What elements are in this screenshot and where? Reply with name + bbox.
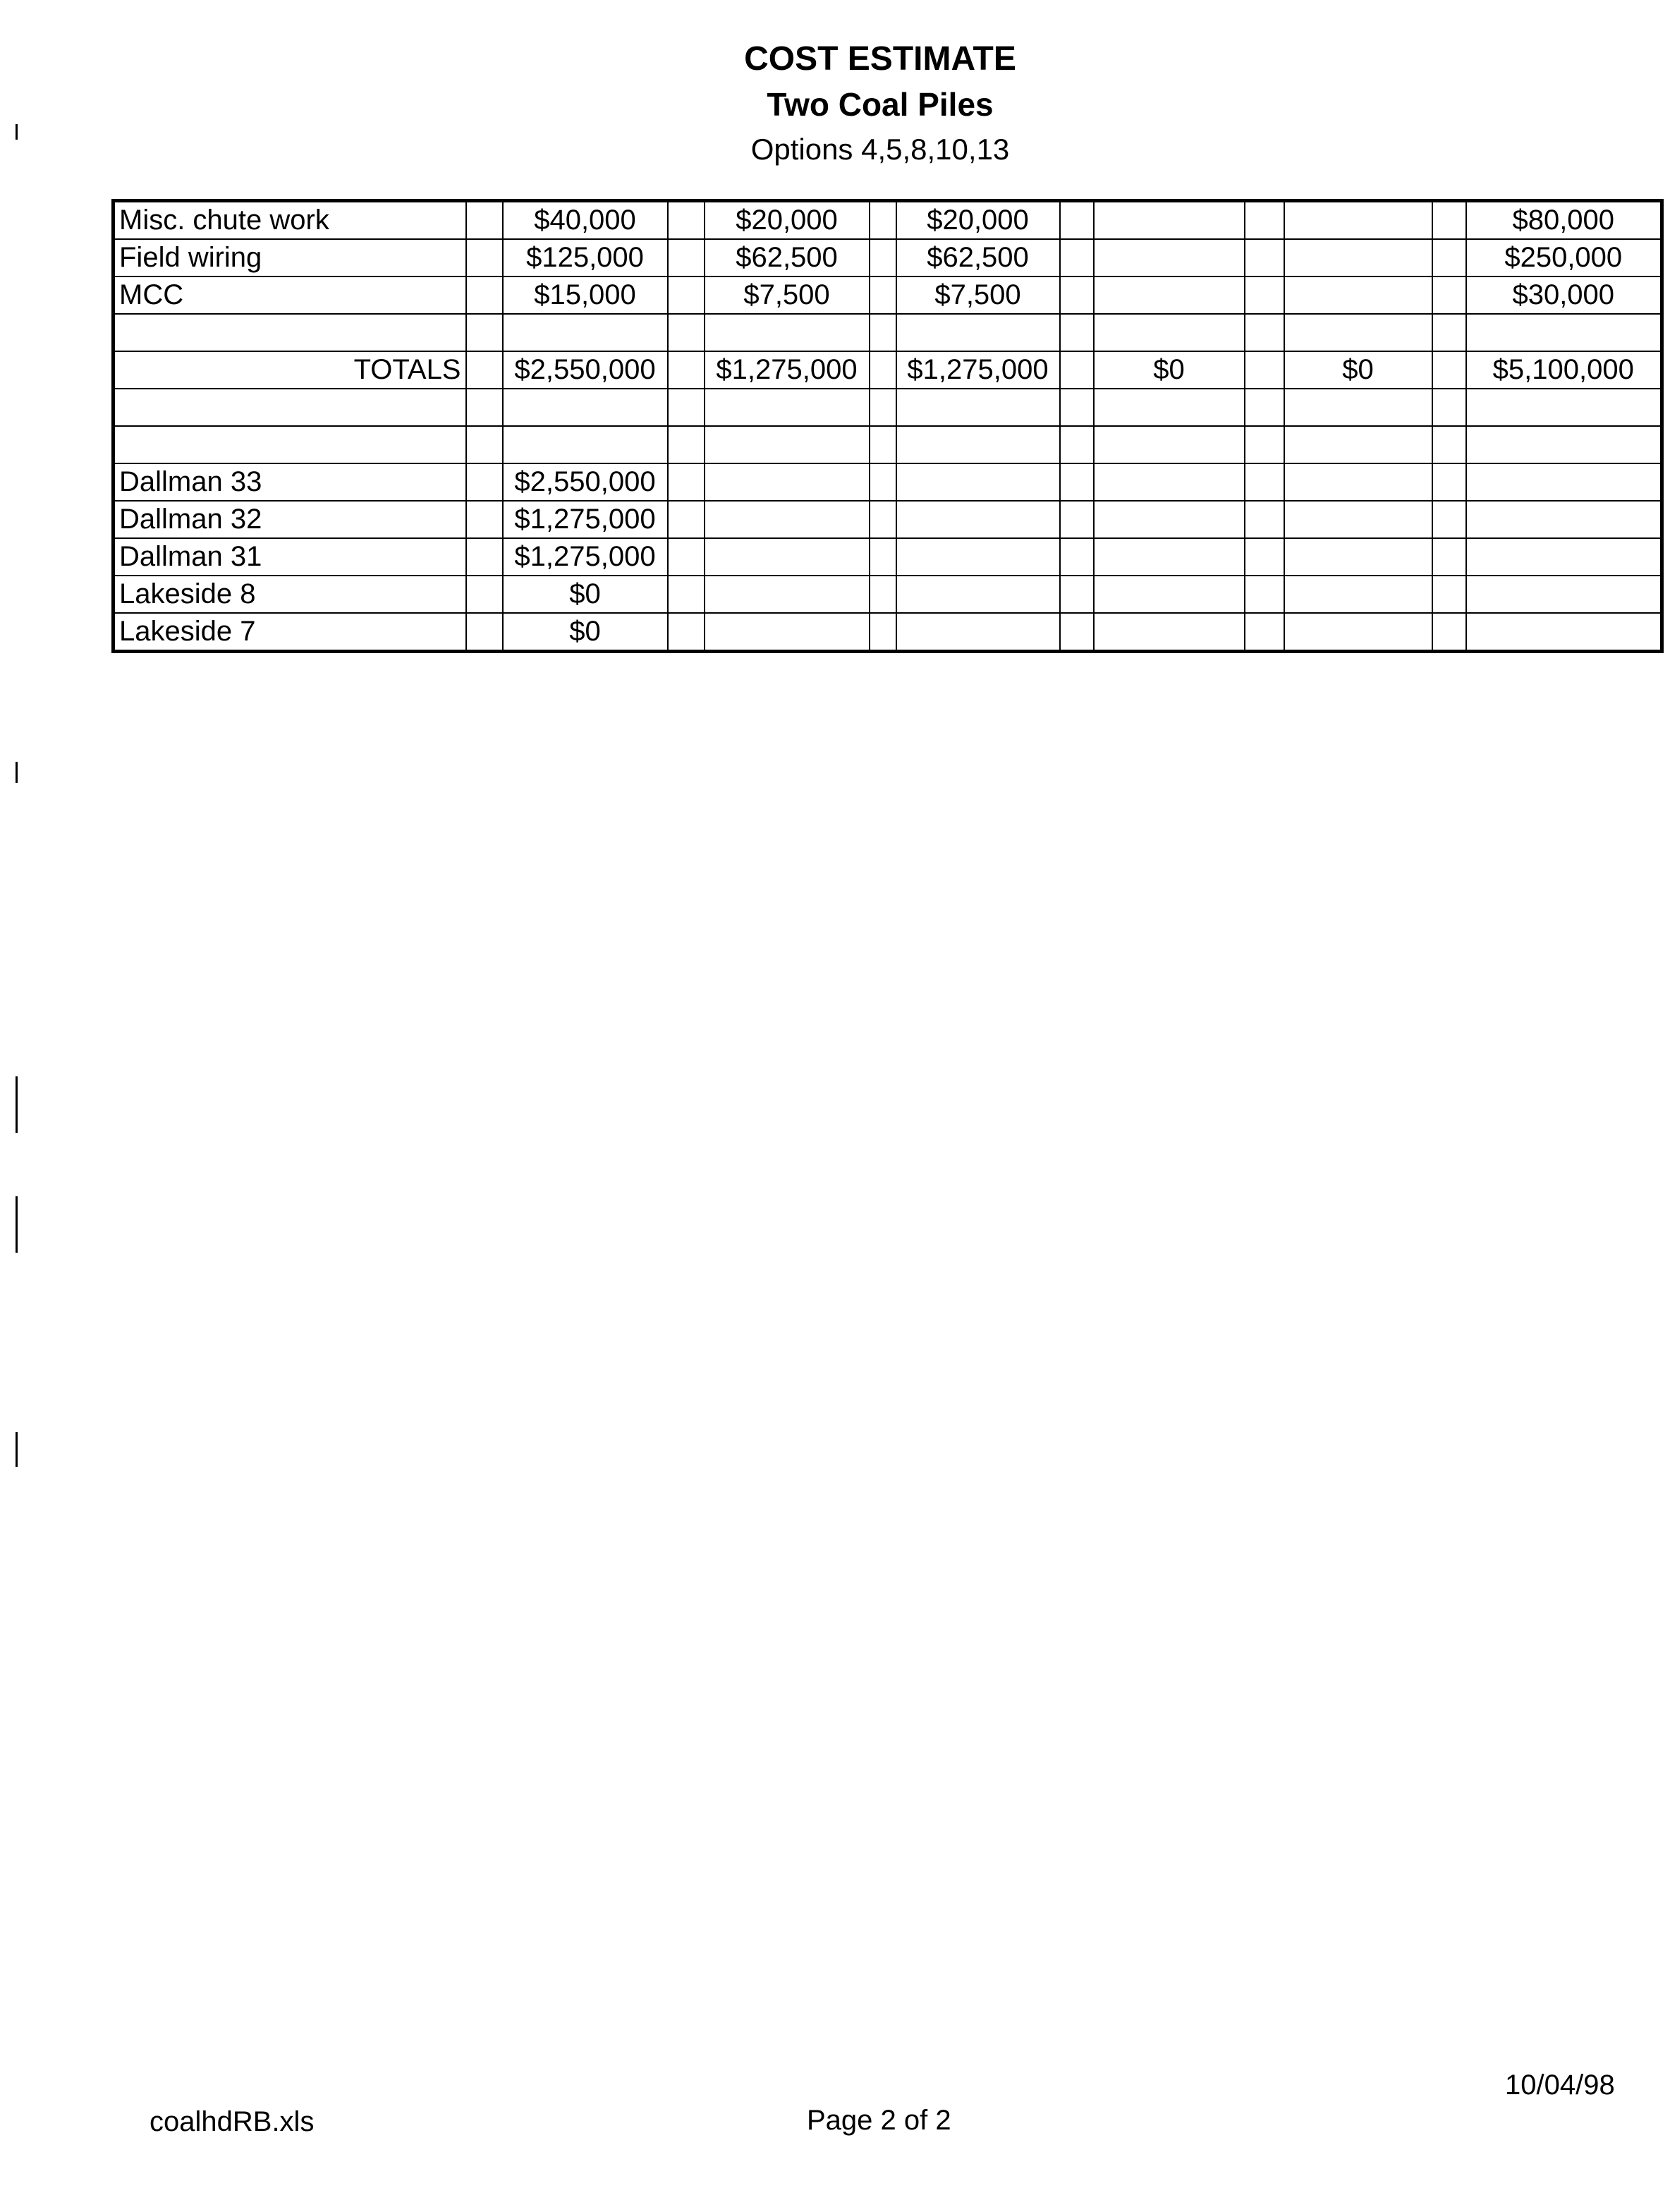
scan-mark bbox=[16, 762, 18, 783]
totals-label: TOTALS bbox=[114, 351, 466, 389]
cell-value bbox=[1284, 276, 1432, 314]
document-title: COST ESTIMATE bbox=[744, 40, 1016, 78]
cell-value bbox=[1094, 201, 1245, 240]
options-line: Options 4,5,8,10,13 bbox=[750, 133, 1010, 166]
cell-value: $15,000 bbox=[503, 276, 668, 314]
cost-table bbox=[111, 199, 1664, 653]
unit-value: $0 bbox=[503, 576, 668, 613]
totals-value: $0 bbox=[1284, 351, 1432, 389]
unit-label: Dallman 33 bbox=[114, 463, 466, 501]
footer-date: 10/04/98 bbox=[1505, 2070, 1615, 2101]
unit-label: Lakeside 8 bbox=[114, 576, 466, 613]
totals-value: $2,550,000 bbox=[503, 351, 668, 389]
scan-mark bbox=[16, 1196, 18, 1253]
unit-label: Dallman 31 bbox=[114, 538, 466, 576]
table-row bbox=[114, 538, 1662, 576]
table-row bbox=[114, 276, 1662, 314]
row-label: Misc. chute work bbox=[114, 201, 466, 240]
table-row bbox=[114, 576, 1662, 613]
row-label: Field wiring bbox=[114, 239, 466, 276]
document-subtitle: Two Coal Piles bbox=[767, 86, 994, 123]
footer-page-number: Page 2 of 2 bbox=[807, 2105, 951, 2136]
totals-row bbox=[114, 351, 1662, 389]
cell-value: $7,500 bbox=[705, 276, 870, 314]
unit-value: $0 bbox=[503, 613, 668, 652]
cell-value: $7,500 bbox=[896, 276, 1060, 314]
cell-value bbox=[1284, 201, 1432, 240]
cell-value: $62,500 bbox=[705, 239, 870, 276]
document-header bbox=[0, 37, 1670, 172]
grand-total: $5,100,000 bbox=[1466, 351, 1662, 389]
table-row bbox=[114, 613, 1662, 652]
scan-mark bbox=[16, 1076, 18, 1133]
row-total: $250,000 bbox=[1466, 239, 1662, 276]
cell-value: $20,000 bbox=[896, 201, 1060, 240]
cell-value: $40,000 bbox=[503, 201, 668, 240]
scan-mark bbox=[16, 1432, 18, 1467]
unit-value: $2,550,000 bbox=[503, 463, 668, 501]
table-row bbox=[114, 201, 1662, 240]
table-row bbox=[114, 239, 1662, 276]
empty-row bbox=[114, 389, 1662, 426]
unit-label: Lakeside 7 bbox=[114, 613, 466, 652]
totals-value: $0 bbox=[1094, 351, 1245, 389]
unit-value: $1,275,000 bbox=[503, 538, 668, 576]
totals-value: $1,275,000 bbox=[705, 351, 870, 389]
table-row bbox=[114, 501, 1662, 538]
cell-value: $125,000 bbox=[503, 239, 668, 276]
row-total: $30,000 bbox=[1466, 276, 1662, 314]
unit-label: Dallman 32 bbox=[114, 501, 466, 538]
cell-value: $20,000 bbox=[705, 201, 870, 240]
empty-row bbox=[114, 314, 1662, 351]
unit-value: $1,275,000 bbox=[503, 501, 668, 538]
totals-value: $1,275,000 bbox=[896, 351, 1060, 389]
cell-value: $62,500 bbox=[896, 239, 1060, 276]
footer-filename: coalhdRB.xls bbox=[150, 2106, 315, 2137]
unit-rows bbox=[114, 463, 1662, 652]
cell-value bbox=[1094, 239, 1245, 276]
cell-value bbox=[1284, 239, 1432, 276]
cell-value bbox=[1094, 276, 1245, 314]
table-row bbox=[114, 463, 1662, 501]
row-total: $80,000 bbox=[1466, 201, 1662, 240]
scan-mark bbox=[16, 124, 18, 140]
item-rows bbox=[114, 201, 1662, 464]
row-label: MCC bbox=[114, 276, 466, 314]
empty-row bbox=[114, 426, 1662, 463]
